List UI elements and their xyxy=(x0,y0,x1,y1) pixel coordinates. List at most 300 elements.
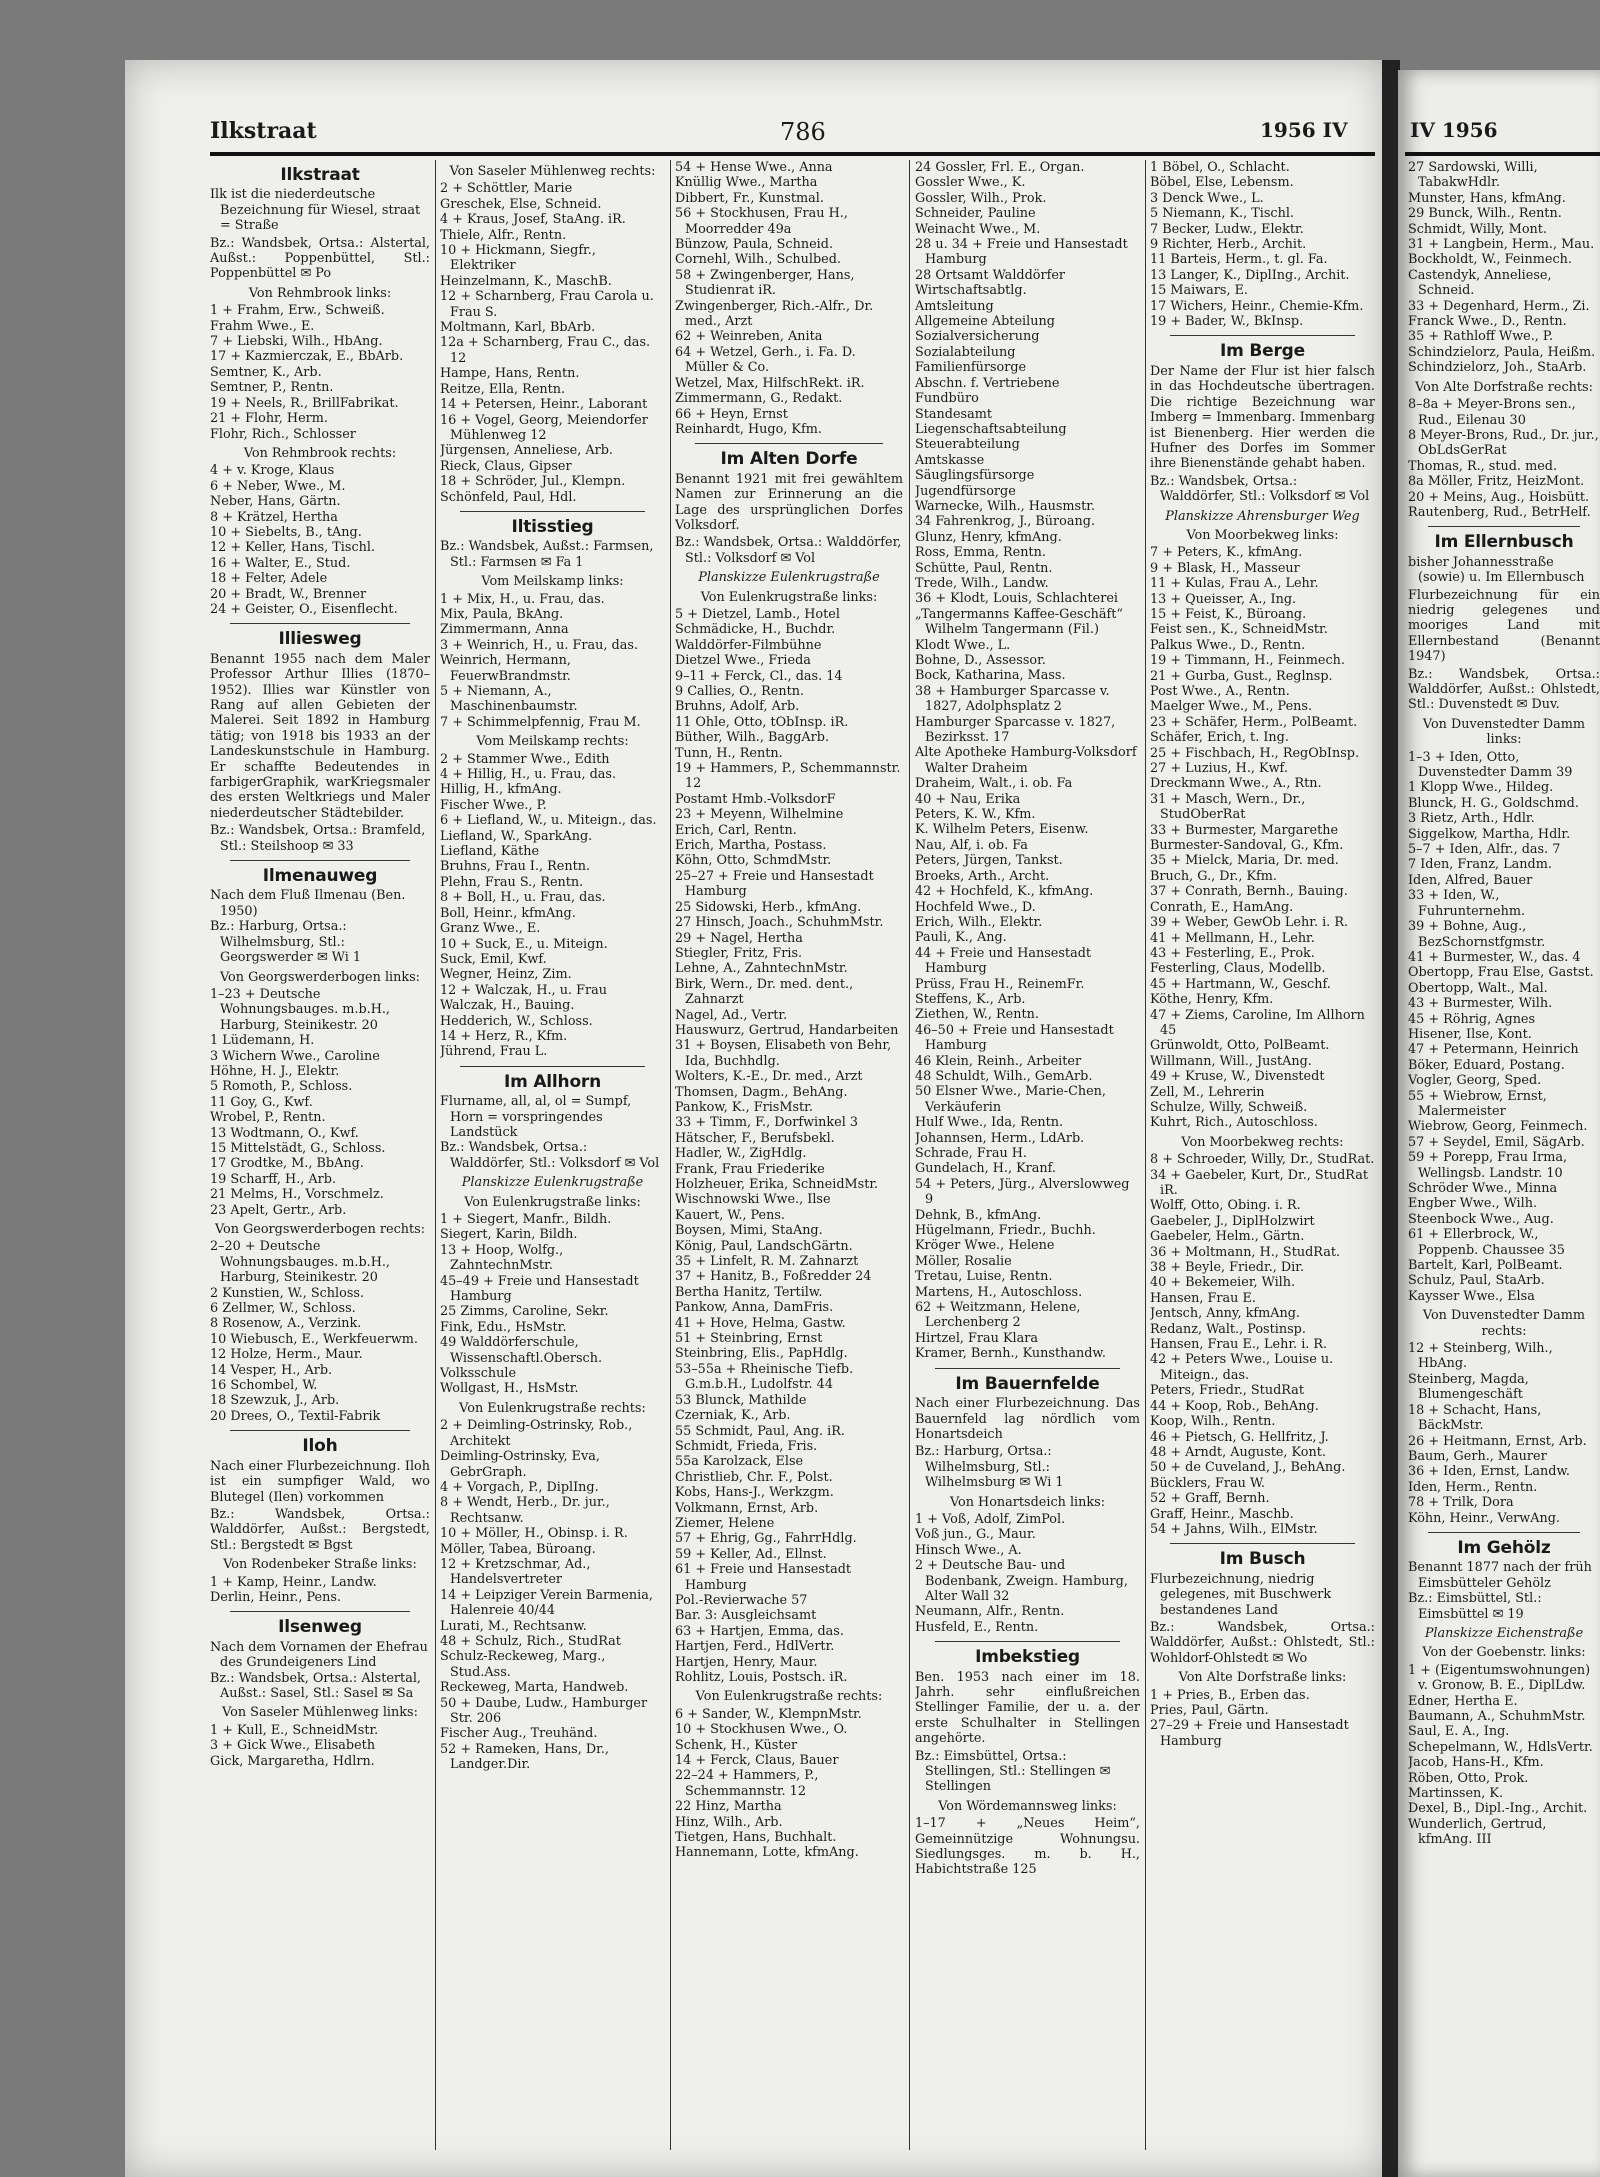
street-subheading: Von Alte Dorfstraße links: xyxy=(1178,1670,1347,1686)
directory-entry: Pries, Paul, Gärtn. xyxy=(1150,1703,1269,1718)
directory-entry: 17 + Kazmierczak, E., BbArb. xyxy=(210,349,404,365)
directory-entry: Flurbezeichnung, niedrig gelegenes, mit Buschwerk bestandenes Land xyxy=(1150,1571,1332,1618)
directory-entry: 33 + Degenhard, Herm., Zi. xyxy=(1408,298,1590,314)
street-title: Im Ellernbusch xyxy=(1434,532,1574,553)
directory-entry: 11 Goy, G., Kwf. xyxy=(210,1094,313,1110)
directory-entry: 19 + Timmann, H., Feinmech. xyxy=(1150,653,1345,669)
directory-entry: Gundelach, H., Kranf. xyxy=(915,1161,1056,1177)
directory-entry: 19 + Bader, W., BkInsp. xyxy=(1150,314,1304,330)
directory-entry: 27 Hinsch, Joach., SchuhmMstr. xyxy=(675,915,884,931)
directory-entry: Tietgen, Hans, Buchhalt. xyxy=(675,1830,837,1846)
street-title: Im Alten Dorfe xyxy=(720,449,858,470)
directory-entry: 37 + Conrath, Bernh., Bauing. xyxy=(1150,884,1348,900)
directory-entry: 18 + Felter, Adele xyxy=(210,571,328,587)
directory-entry: Johannsen, Herm., LdArb. xyxy=(915,1130,1085,1146)
directory-entry: 61 + Ellerbrock, W., Poppenb. Chaussee 35 xyxy=(1408,1227,1565,1258)
directory-entry: Hinsch Wwe., A. xyxy=(915,1542,1022,1558)
directory-entry: Peters, Jürgen, Tankst. xyxy=(915,853,1063,869)
street-subheading: Von Rehmbrook rechts: xyxy=(243,445,397,461)
directory-entry: Fink, Edu., HsMstr. xyxy=(440,1319,567,1335)
directory-entry: 13 + Queisser, A., Ing. xyxy=(1150,591,1297,607)
section-rule xyxy=(1170,335,1355,336)
directory-entry: Iden, Alfred, Bauer xyxy=(1408,872,1533,888)
directory-entry: 11 + Kulas, Frau A., Lehr. xyxy=(1150,576,1319,592)
directory-entry: 22–24 + Hammers, P., Schemmannstr. 12 xyxy=(675,1768,819,1799)
directory-entry: Bz.: Wandsbek, Ortsa.: Alstertal, Außst.: Sasel, Stl.: Sasel ✉ Sa xyxy=(210,1670,421,1701)
directory-entry: Hinz, Wilh., Arb. xyxy=(675,1814,783,1830)
directory-entry: 34 + Gaebeler, Kurt, Dr., StudRat iR. xyxy=(1150,1167,1368,1198)
directory-entry: Weinacht Wwe., M. xyxy=(915,221,1041,237)
directory-entry: 42 + Peters Wwe., Louise u. Miteign., das. xyxy=(1150,1352,1334,1383)
directory-entry: Benannt 1955 nach dem Maler Professor Arthur Illies (1870–1952). Illies war Künstler von Rang auf allen Gebieten der Malerei. Seit 1892 in Hamburg tätig; von 1918 bis 1933 an der Landeskunstschule in Hamburg. Er schaffte Bedeutendes in farbigerGraphik, warKriegsmaler des ersten Weltkriegs und Maler niederdeutscher Städtebilder. xyxy=(210,651,430,821)
street-title: Im Bauernfelde xyxy=(955,1373,1100,1394)
directory-entry: Hügelmann, Friedr., Buchh. xyxy=(915,1223,1096,1239)
directory-entry: 8 + Wendt, Herb., Dr. jur., Rechtsanw. xyxy=(440,1495,610,1526)
directory-entry: 40 + Bekemeier, Wilh. xyxy=(1150,1275,1296,1291)
directory-entry: Birk, Wern., Dr. med. dent., Zahnarzt xyxy=(675,976,854,1008)
directory-entry: 58 + Zwingenberger, Hans, Studienrat iR. xyxy=(675,267,855,299)
directory-column-5 xyxy=(1150,160,1375,2150)
directory-entry: Ziemer, Helene xyxy=(675,1515,775,1531)
directory-entry: Heinzelmann, K., MaschB. xyxy=(440,273,612,289)
directory-entry: Deimling-Ostrinsky, Eva, GebrGraph. xyxy=(440,1449,600,1480)
street-subheading: Von Honartsdeich links: xyxy=(949,1494,1106,1510)
directory-entry: Bünzow, Paula, Schneid. xyxy=(675,237,834,253)
directory-entry: 12 + Walczak, H., u. Frau xyxy=(440,982,607,998)
directory-entry: 57 + Ehrig, Gg., FahrrHdlg. xyxy=(675,1531,857,1547)
section-rule xyxy=(935,1368,1120,1369)
directory-entry: 14 Vesper, H., Arb. xyxy=(210,1362,333,1378)
directory-entry: Bz.: Wandsbek, Außst.: Farmsen, Stl.: Farmsen ✉ Fa 1 xyxy=(440,539,654,570)
directory-entry: Jentsch, Anny, kfmAng. xyxy=(1150,1306,1300,1322)
directory-entry: 2 + Stammer Wwe., Edith xyxy=(440,751,610,767)
directory-entry: 25–27 + Freie und Hansestadt Hamburg xyxy=(675,868,874,900)
directory-entry: 20 + Bradt, W., Brenner xyxy=(210,586,367,602)
directory-entry: Bock, Katharina, Mass. xyxy=(915,668,1066,684)
directory-entry: Hampe, Hans, Rentn. xyxy=(440,366,580,382)
directory-entry: Sozialabteilung xyxy=(915,344,1016,360)
directory-entry: Bz.: Wandsbek, Ortsa.: Walddörfer, Stl.: Volksdorf ✉ Vol xyxy=(440,1140,660,1171)
directory-entry: Maelger Wwe., M., Pens. xyxy=(1150,699,1313,715)
directory-entry: 11 Barteis, Herm., t. gl. Fa. xyxy=(1150,252,1328,268)
directory-entry: Standesamt xyxy=(915,406,993,422)
directory-entry: 12 + Kretzschmar, Ad., Handelsvertreter xyxy=(440,1556,591,1588)
directory-entry: Knüllig Wwe., Martha xyxy=(675,175,818,191)
directory-entry: 57 + Seydel, Emil, SägArb. xyxy=(1408,1134,1585,1150)
directory-entry: Neber, Hans, Gärtn. xyxy=(210,494,341,510)
directory-entry: 14 + Herz, R., Kfm. xyxy=(440,1028,568,1044)
directory-entry: Bartelt, Karl, PolBeamt. xyxy=(1408,1258,1563,1274)
directory-entry: Köhn, Heinr., VerwAng. xyxy=(1408,1510,1560,1526)
directory-entry: 27 + Luzius, H., Kwf. xyxy=(1150,761,1288,777)
directory-entry: „Tangermanns Kaffee-Geschäft“ Wilhelm Tangermann (Fil.) xyxy=(915,606,1123,638)
directory-entry: Wirtschaftsabtlg. xyxy=(915,283,1027,299)
directory-entry: 46 Klein, Reinh., Arbeiter xyxy=(915,1053,1082,1069)
directory-entry: 42 + Hochfeld, K., kfmAng. xyxy=(915,884,1094,900)
directory-entry: 5 Niemann, K., Tischl. xyxy=(1150,206,1294,222)
directory-entry: Schepelmann, W., HdlsVertr. xyxy=(1408,1739,1593,1755)
directory-entry: 1 + Pries, B., Erben das. xyxy=(1150,1687,1310,1703)
running-head-right: 1956 IV xyxy=(1260,118,1348,142)
directory-entry: Hulf Wwe., Ida, Rentn. xyxy=(915,1115,1064,1131)
directory-entry: Nach dem Vornamen der Ehefrau des Grundeigeners Lind xyxy=(210,1639,428,1671)
directory-column-3 xyxy=(675,160,903,2150)
directory-entry: Bertha Hanitz, Tertilw. xyxy=(675,1284,823,1300)
directory-entry: 17 Wichers, Heinr., Chemie-Kfm. xyxy=(1150,298,1364,314)
directory-entry: Reitze, Ella, Rentn. xyxy=(440,381,566,397)
directory-entry: Erich, Wilh., Elektr. xyxy=(915,914,1043,930)
column-divider xyxy=(1145,160,1146,2150)
directory-entry: Nach einer Flurbezeichnung. Iloh ist ein sumpfiger Wald, wo Blutegel (Ilen) vorkommen xyxy=(210,1458,430,1505)
directory-entry: 8 + Schroeder, Willy, Dr., StudRat. xyxy=(1150,1152,1375,1168)
directory-entry: 37 + Hanitz, B., Foßredder 24 xyxy=(675,1269,872,1285)
directory-entry: 45 + Hartmann, W., Geschf. xyxy=(1150,976,1331,992)
directory-entry: Schrade, Frau H. xyxy=(915,1146,1027,1161)
street-subheading: Von Eulenkrugstraße rechts: xyxy=(695,1689,883,1705)
directory-entry: 16 Schombel, W. xyxy=(210,1378,318,1394)
directory-column-6 xyxy=(1408,160,1600,2150)
directory-entry: 48 Schuldt, Wilh., GemArb. xyxy=(915,1068,1093,1084)
directory-entry: Feist sen., K., SchneidMstr. xyxy=(1150,622,1328,638)
directory-entry: Granz Wwe., E. xyxy=(440,921,541,937)
directory-entry: 7 + Peters, K., kfmAng. xyxy=(1150,545,1303,561)
directory-entry: Bruhns, Adolf, Arb. xyxy=(675,699,800,715)
directory-entry: Glunz, Henry, kfmAng. xyxy=(915,529,1062,545)
directory-entry: Hochfeld Wwe., D. xyxy=(915,899,1036,915)
directory-entry: 12a + Scharnberg, Frau C., das. 12 xyxy=(440,335,651,366)
directory-entry: 21 + Gurba, Gust., Reglnsp. xyxy=(1150,668,1333,684)
directory-entry: Bz.: Wandsbek, Ortsa.: Walddörfer, Außst.: Ohlstedt, Stl.: Wohldorf-Ohlstedt ✉ Wo xyxy=(1150,1619,1375,1666)
directory-entry: Kauert, W., Pens. xyxy=(675,1207,786,1223)
directory-entry: Thiele, Alfr., Rentn. xyxy=(440,227,567,243)
directory-entry: Jacob, Hans-H., Kfm. xyxy=(1408,1755,1544,1771)
directory-entry: 12 Holze, Herm., Maur. xyxy=(210,1347,363,1363)
street-subheading: Von Rehmbrook links: xyxy=(248,285,392,301)
column-divider xyxy=(909,160,910,2150)
directory-entry: 1 Klopp Wwe., Hildeg. xyxy=(1408,780,1554,796)
street-subheading: Von Eulenkrugstraße links: xyxy=(700,589,878,605)
directory-entry: 78 + Trilk, Dora xyxy=(1408,1495,1514,1511)
section-rule xyxy=(1428,1532,1580,1533)
street-subheading: Planskizze Ahrensburger Weg xyxy=(1165,508,1360,524)
directory-entry: Hätscher, F., Berufsbekl. xyxy=(675,1130,835,1146)
directory-entry: 1 + Frahm, Erw., Schweiß. xyxy=(210,303,385,319)
directory-entry: Flohr, Rich., Schlosser xyxy=(210,426,356,442)
directory-entry: Hannemann, Lotte, kfmAng. xyxy=(675,1845,859,1861)
directory-entry: Hauswurz, Gertrud, Handarbeiten xyxy=(675,1022,899,1038)
directory-entry: Semtner, K., Arb. xyxy=(210,364,322,380)
directory-entry: Cornehl, Wilh., Schulbed. xyxy=(675,252,841,268)
directory-entry: 27–29 + Freie und Hansestadt Hamburg xyxy=(1150,1718,1349,1749)
directory-entry: Zell, M., Lehrerin xyxy=(1150,1084,1265,1100)
directory-entry: Palkus Wwe., D., Rentn. xyxy=(1150,637,1306,653)
directory-entry: Höhne, H. J., Elektr. xyxy=(210,1063,340,1079)
directory-entry: Benannt 1921 mit frei gewähltem Namen zur Erinnerung an die Lage des ursprünglichen Dorfes Volksdorf. xyxy=(675,471,903,533)
directory-entry: 24 Gossler, Frl. E., Organ. xyxy=(915,160,1085,175)
street-title: Iloh xyxy=(302,1436,338,1457)
section-rule xyxy=(230,1611,410,1612)
directory-entry: 61 + Freie und Hansestadt Hamburg xyxy=(675,1562,852,1593)
directory-entry: Tretau, Luise, Rentn. xyxy=(915,1269,1053,1285)
directory-entry: 4 + Kraus, Josef, StaAng. iR. xyxy=(440,212,626,228)
directory-entry: 29 Bunck, Wilh., Rentn. xyxy=(1408,206,1562,222)
directory-entry: 13 Langer, K., DiplIng., Archit. xyxy=(1150,267,1350,283)
directory-entry: 8 Rosenow, A., Verzink. xyxy=(210,1316,362,1332)
section-rule xyxy=(460,1066,645,1067)
directory-entry: 5–7 + Iden, Alfr., das. 7 xyxy=(1408,842,1561,858)
directory-entry: Rautenberg, Rud., BetrHelf. xyxy=(1408,504,1591,520)
street-title: Im Allhorn xyxy=(503,1071,602,1092)
directory-entry: Baumann, A., SchuhmMstr. xyxy=(1408,1709,1586,1724)
directory-entry: Ben. 1953 nach einer im 18. Jahrh. sehr einflußreichen Stellinger Familie, der u. a. der erste Schulhalter in Stellingen angehörte. xyxy=(915,1669,1140,1747)
directory-entry: 12 + Scharnberg, Frau Carola u. Frau S. xyxy=(440,289,654,320)
street-title: Im Busch xyxy=(1219,1549,1306,1570)
directory-entry: 43 + Festerling, E., Prok. xyxy=(1150,945,1315,961)
directory-entry: Bz.: Wandsbek, Ortsa.: Walddörfer, Stl.: Volksdorf ✉ Vol xyxy=(1150,473,1370,505)
directory-entry: 23 Apelt, Gertr., Arb. xyxy=(210,1202,347,1218)
directory-entry: Trede, Wilh., Landw. xyxy=(915,575,1049,591)
directory-entry: Reckeweg, Marta, Handweb. xyxy=(440,1680,629,1696)
directory-entry: 11 Ohle, Otto, tObInsp. iR. xyxy=(675,714,849,730)
directory-entry: Nach einer Flurbezeichnung. Das Bauernfeld lag nördlich vom Honartsdeich xyxy=(915,1396,1140,1442)
directory-entry: 10 + Suck, E., u. Miteign. xyxy=(440,936,608,952)
directory-entry: 46 + Pietsch, G. Hellfritz, J. xyxy=(1150,1429,1329,1445)
directory-entry: Gaebeler, Helm., Gärtn. xyxy=(1150,1229,1305,1245)
directory-entry: Blunck, H. G., Goldschmd. xyxy=(1408,795,1579,811)
directory-entry: Alte Apotheke Hamburg-Volksdorf Walter Draheim xyxy=(915,745,1137,776)
directory-entry: 55 Schmidt, Paul, Ang. iR. xyxy=(675,1423,845,1439)
directory-entry: Draheim, Walt., i. ob. Fa xyxy=(915,776,1073,792)
directory-entry: Boysen, Mimi, StaAng. xyxy=(675,1223,823,1239)
directory-entry: 6 + Neber, Wwe., M. xyxy=(210,478,346,494)
column-divider xyxy=(670,160,671,2150)
directory-entry: 31 + Boysen, Elisabeth von Behr, Ida, Buchhdlg. xyxy=(675,1038,892,1069)
directory-entry: Schenk, H., Küster xyxy=(675,1737,798,1753)
directory-entry: Möller, Rosalie xyxy=(915,1253,1012,1269)
directory-entry: 1 + Kull, E., SchneidMstr. xyxy=(210,1722,379,1738)
directory-entry: 6 + Liefland, W., u. Miteign., das. xyxy=(440,813,657,829)
directory-entry: Pol.-Revierwache 57 xyxy=(675,1592,808,1608)
directory-entry: Röben, Otto, Prok. xyxy=(1408,1770,1529,1786)
directory-entry: Koop, Wilh., Rentn. xyxy=(1150,1414,1276,1430)
directory-entry: Fischer Wwe., P. xyxy=(440,797,547,813)
running-head-left: Ilkstraat xyxy=(210,118,317,144)
directory-entry: 50 + Daube, Ludw., Hamburger Str. 206 xyxy=(440,1695,648,1726)
directory-entry: Amtskasse xyxy=(915,452,985,468)
directory-entry: Kramer, Bernh., Kunsthandw. xyxy=(915,1346,1106,1362)
directory-entry: 66 + Heyn, Ernst xyxy=(675,406,788,422)
street-subheading: Planskizze Eichenstraße xyxy=(1424,1625,1584,1641)
directory-entry: Walczak, H., Bauing. xyxy=(440,998,575,1014)
directory-entry: Erich, Martha, Postass. xyxy=(675,838,827,854)
directory-entry: Reinhardt, Hugo, Kfm. xyxy=(675,421,822,437)
directory-entry: 44 + Freie und Hansestadt Hamburg xyxy=(915,945,1092,977)
directory-entry: 31 + Masch, Wern., Dr., StudOberRat xyxy=(1150,791,1306,823)
directory-entry: Bockholdt, W., Feinmech. xyxy=(1408,252,1572,268)
directory-entry: Pankow, Anna, DamFris. xyxy=(675,1300,834,1316)
directory-entry: 14 + Leipziger Verein Barmenia, Halenreie 40/44 xyxy=(440,1587,653,1619)
street-title: Im Gehölz xyxy=(1457,1537,1551,1558)
directory-entry: 51 + Steinbring, Ernst xyxy=(675,1331,823,1347)
directory-entry: Bz.: Eimsbüttel, Stl.: Eimsbüttel ✉ 19 xyxy=(1408,1591,1542,1622)
directory-entry: 9–11 + Ferck, Cl., das. 14 xyxy=(675,668,843,684)
directory-entry: Allgemeine Abteilung xyxy=(915,314,1055,330)
directory-entry: 1 + Siegert, Manfr., Bildh. xyxy=(440,1212,612,1227)
directory-entry: Steuerabteilung xyxy=(915,437,1020,453)
directory-entry: Hansen, Frau E., Lehr. i. R. xyxy=(1150,1337,1328,1353)
directory-entry: 39 + Bohne, Aug., BezSchornstfgmstr. xyxy=(1408,919,1546,950)
directory-entry: Dreckmann Wwe., A., Rtn. xyxy=(1150,776,1322,792)
directory-entry: Munster, Hans, kfmAng. xyxy=(1408,190,1566,206)
directory-entry: Schneider, Pauline xyxy=(915,206,1036,222)
directory-entry: Grünwoldt, Otto, PolBeamt. xyxy=(1150,1038,1330,1054)
directory-entry: Tunn, H., Rentn. xyxy=(675,745,783,761)
directory-entry: 21 + Flohr, Herm. xyxy=(210,411,328,427)
directory-entry: 4 + Hillig, H., u. Frau, das. xyxy=(440,767,617,783)
directory-entry: bisher Johannesstraße (sowie) u. Im Ellernbusch xyxy=(1408,554,1585,586)
directory-entry: Franck Wwe., D., Rentn. xyxy=(1408,314,1567,330)
directory-entry: Moltmann, Karl, BbArb. xyxy=(440,320,596,336)
section-rule xyxy=(230,623,410,624)
directory-entry: 50 + de Cuveland, J., BehAng. xyxy=(1150,1460,1346,1476)
directory-entry: 59 + Keller, Ad., Ellnst. xyxy=(675,1546,827,1562)
directory-entry: Iden, Herm., Rentn. xyxy=(1408,1479,1538,1495)
directory-entry: Wunderlich, Gertrud, kfmAng. III xyxy=(1408,1816,1547,1848)
directory-entry: 4 + v. Kroge, Klaus xyxy=(210,463,335,479)
directory-entry: 6 Zellmer, W., Schloss. xyxy=(210,1301,356,1317)
directory-entry: Wischnowski Wwe., Ilse xyxy=(675,1192,831,1208)
directory-entry: Bz.: Harburg, Ortsa.: Wilhelmsburg, Stl.: Wilhelmsburg ✉ Wi 1 xyxy=(915,1444,1064,1491)
directory-entry: 8–8a + Meyer-Brons sen., Rud., Eilenau 30 xyxy=(1408,397,1576,428)
directory-entry: 33 + Timm, F., Dorfwinkel 3 xyxy=(675,1115,858,1131)
directory-entry: 25 + Fischbach, H., RegObInsp. xyxy=(1150,745,1360,761)
section-rule xyxy=(935,1641,1120,1642)
directory-entry: 7 Becker, Ludw., Elektr. xyxy=(1150,221,1304,237)
directory-entry: 41 + Burmester, W., das. 4 xyxy=(1408,949,1581,965)
directory-entry: Nagel, Ad., Vertr. xyxy=(675,1007,788,1023)
directory-entry: Pauli, K., Ang. xyxy=(915,930,1007,946)
directory-entry: Gaebeler, J., DiplHolzwirt xyxy=(1150,1213,1315,1229)
directory-entry: 2 Kunstien, W., Schloss. xyxy=(210,1285,365,1301)
directory-entry: 9 Callies, O., Rentn. xyxy=(675,684,805,699)
column-divider xyxy=(435,160,436,2150)
directory-entry: Saul, E. A., Ing. xyxy=(1408,1724,1510,1740)
directory-entry: Schmidt, Frieda, Fris. xyxy=(675,1438,818,1454)
directory-entry: 43 + Burmester, Wilh. xyxy=(1408,996,1553,1012)
directory-entry: 9 + Blask, H., Masseur xyxy=(1150,560,1300,576)
directory-entry: 10 + Stockhusen Wwe., O. xyxy=(675,1722,848,1738)
directory-entry: Siggelkow, Martha, Hdlr. xyxy=(1408,826,1571,842)
directory-entry: 20 Drees, O., Textil-Fabrik xyxy=(210,1408,381,1424)
directory-entry: Zimmermann, Anna xyxy=(440,622,569,638)
directory-entry: Willmann, Will., JustAng. xyxy=(1150,1053,1312,1069)
street-subheading: Von Rodenbeker Straße links: xyxy=(223,1557,417,1573)
directory-entry: 15 Mittelstädt, G., Schloss. xyxy=(210,1140,386,1156)
directory-entry: 38 + Hamburger Sparcasse v. 1827, Adolphsplatz 2 xyxy=(915,683,1110,715)
directory-entry: Hansen, Frau E. xyxy=(1150,1290,1256,1306)
directory-entry: Hamburger Sparcasse v. 1827, Bezirksst. 17 xyxy=(915,714,1116,746)
section-rule xyxy=(1170,1543,1355,1544)
directory-entry: 19 + Hammers, P., Schemmannstr. 12 xyxy=(675,761,901,792)
directory-entry: 39 + Weber, GewOb Lehr. i. R. xyxy=(1150,915,1349,931)
directory-entry: 33 + Burmester, Margarethe xyxy=(1150,822,1339,838)
directory-entry: Schulz, Paul, StaArb. xyxy=(1408,1273,1545,1289)
directory-entry: Hillig, H., kfmAng. xyxy=(440,782,562,798)
section-rule xyxy=(230,1430,410,1431)
directory-entry: 36 + Klodt, Louis, Schlachterei xyxy=(915,591,1119,607)
directory-entry: 33 + Iden, W., Fuhrunternehm. xyxy=(1408,888,1526,919)
directory-entry: Wolters, K.-E., Dr. med., Arzt xyxy=(675,1069,863,1085)
directory-entry: 3 + Gick Wwe., Elisabeth xyxy=(210,1738,376,1754)
directory-entry: 5 Romoth, P., Schloss. xyxy=(210,1079,353,1095)
running-head-right-page: IV 1956 xyxy=(1410,118,1498,142)
directory-entry: Steinberg, Magda, Blumengeschäft xyxy=(1408,1371,1529,1403)
directory-entry: 3 Rietz, Arth., Hdlr. xyxy=(1408,811,1535,827)
directory-entry: 25 Zimms, Caroline, Sekr. xyxy=(440,1304,609,1320)
directory-entry: 56 + Stockhusen, Frau H., Moorredder 49a xyxy=(675,206,848,237)
directory-entry: Schütte, Paul, Rentn. xyxy=(915,560,1053,576)
directory-entry: Frank, Frau Friederike xyxy=(675,1161,825,1177)
directory-entry: Baum, Gerh., Maurer xyxy=(1408,1448,1547,1464)
directory-entry: Voß jun., G., Maur. xyxy=(915,1527,1036,1543)
directory-entry: Husfeld, E., Rentn. xyxy=(915,1619,1039,1635)
section-rule xyxy=(695,443,883,444)
directory-entry: Der Name der Flur ist hier falsch in das Hochdeutsche übertragen. Die richtige Bezeichnung war Imberg = Immenbarg. Immenbarg ist Bienenberg. Hier werden die Hufner des Dorfes im Sommer ihre Bienenstände gehabt haben. xyxy=(1150,363,1375,472)
street-subheading: Von Duvenstedter Damm links: xyxy=(1422,716,1586,748)
directory-entry: Siegert, Karin, Bildh. xyxy=(440,1227,578,1243)
directory-entry: 13 + Hoop, Wolfg., ZahntechnMstr. xyxy=(440,1242,564,1274)
directory-entry: Hirtzel, Frau Klara xyxy=(915,1330,1039,1346)
directory-entry: 1 Böbel, O., Schlacht. xyxy=(1150,160,1290,175)
directory-entry: 63 + Hartjen, Emma, das. xyxy=(675,1623,844,1639)
directory-entry: 52 + Rameken, Hans, Dr., Landger.Dir. xyxy=(440,1741,609,1773)
directory-entry: Rohlitz, Louis, Postsch. iR. xyxy=(675,1670,848,1685)
header-rule-right-page xyxy=(1405,152,1600,156)
directory-entry: 54 + Jahns, Wilh., ElMstr. xyxy=(1150,1521,1318,1537)
header-rule xyxy=(210,152,1375,156)
directory-entry: 36 + Moltmann, H., StudRat. xyxy=(1150,1244,1341,1260)
directory-entry: Bz.: Wandsbek, Ortsa.: Alstertal, Außst.: Poppenbüttel, Stl.: Poppenbüttel ✉ Po xyxy=(210,235,430,282)
directory-entry: 1 + Mix, H., u. Frau, das. xyxy=(440,591,605,607)
directory-entry: Thomas, R., stud. med. xyxy=(1408,458,1558,474)
directory-entry: 52 + Graff, Bernh. xyxy=(1150,1491,1270,1507)
street-subheading: Von Eulenkrugstraße rechts: xyxy=(459,1400,646,1416)
street-subheading: Von Saseler Mühlenweg links: xyxy=(222,1705,418,1721)
street-subheading: Planskizze Eulenkrugstraße xyxy=(698,570,880,586)
directory-entry: Ross, Emma, Rentn. xyxy=(915,545,1046,561)
directory-entry: Abschn. f. Vertriebene xyxy=(915,375,1060,391)
directory-entry: Bruhns, Frau I., Rentn. xyxy=(440,859,591,875)
directory-entry: Benannt 1877 nach der früh Eimsbütteler Gehölz xyxy=(1408,1560,1592,1591)
directory-entry: 3 Wichern Wwe., Caroline xyxy=(210,1048,380,1064)
directory-entry: Schäfer, Erich, t. Ing. xyxy=(1150,730,1289,746)
directory-entry: 1–17 + „Neues Heim“, Gemeinnützige Wohnungsu. Siedlungsges. m. b. H., Habichtstraße 125 xyxy=(915,1816,1140,1878)
directory-entry: 15 Maiwars, E. xyxy=(1150,283,1248,299)
directory-entry: 22 Hinz, Martha xyxy=(675,1799,782,1815)
directory-entry: 3 + Weinrich, H., u. Frau, das. xyxy=(440,637,638,653)
directory-entry: 6 + Sander, W., KlempnMstr. xyxy=(675,1706,862,1722)
directory-entry: 35 + Linfelt, R. M. Zahnarzt xyxy=(675,1254,859,1270)
directory-entry: 4 + Vorgach, P., DiplIng. xyxy=(440,1479,599,1495)
directory-entry: Gossler, Wilh., Prok. xyxy=(915,190,1047,206)
directory-entry: Bohne, D., Assessor. xyxy=(915,653,1046,668)
directory-entry: 48 + Schulz, Rich., StudRat xyxy=(440,1633,621,1649)
street-title: Im Berge xyxy=(1220,341,1305,362)
directory-entry: Bz.: Harburg, Ortsa.: Wilhelmsburg, Stl.: Georgswerder ✉ Wi 1 xyxy=(210,919,361,966)
directory-entry: Conrath, E., HamAng. xyxy=(1150,899,1294,915)
directory-entry: 47 + Petermann, Heinrich xyxy=(1408,1042,1579,1058)
directory-entry: 18 Szewzuk, J., Arb. xyxy=(210,1393,340,1409)
